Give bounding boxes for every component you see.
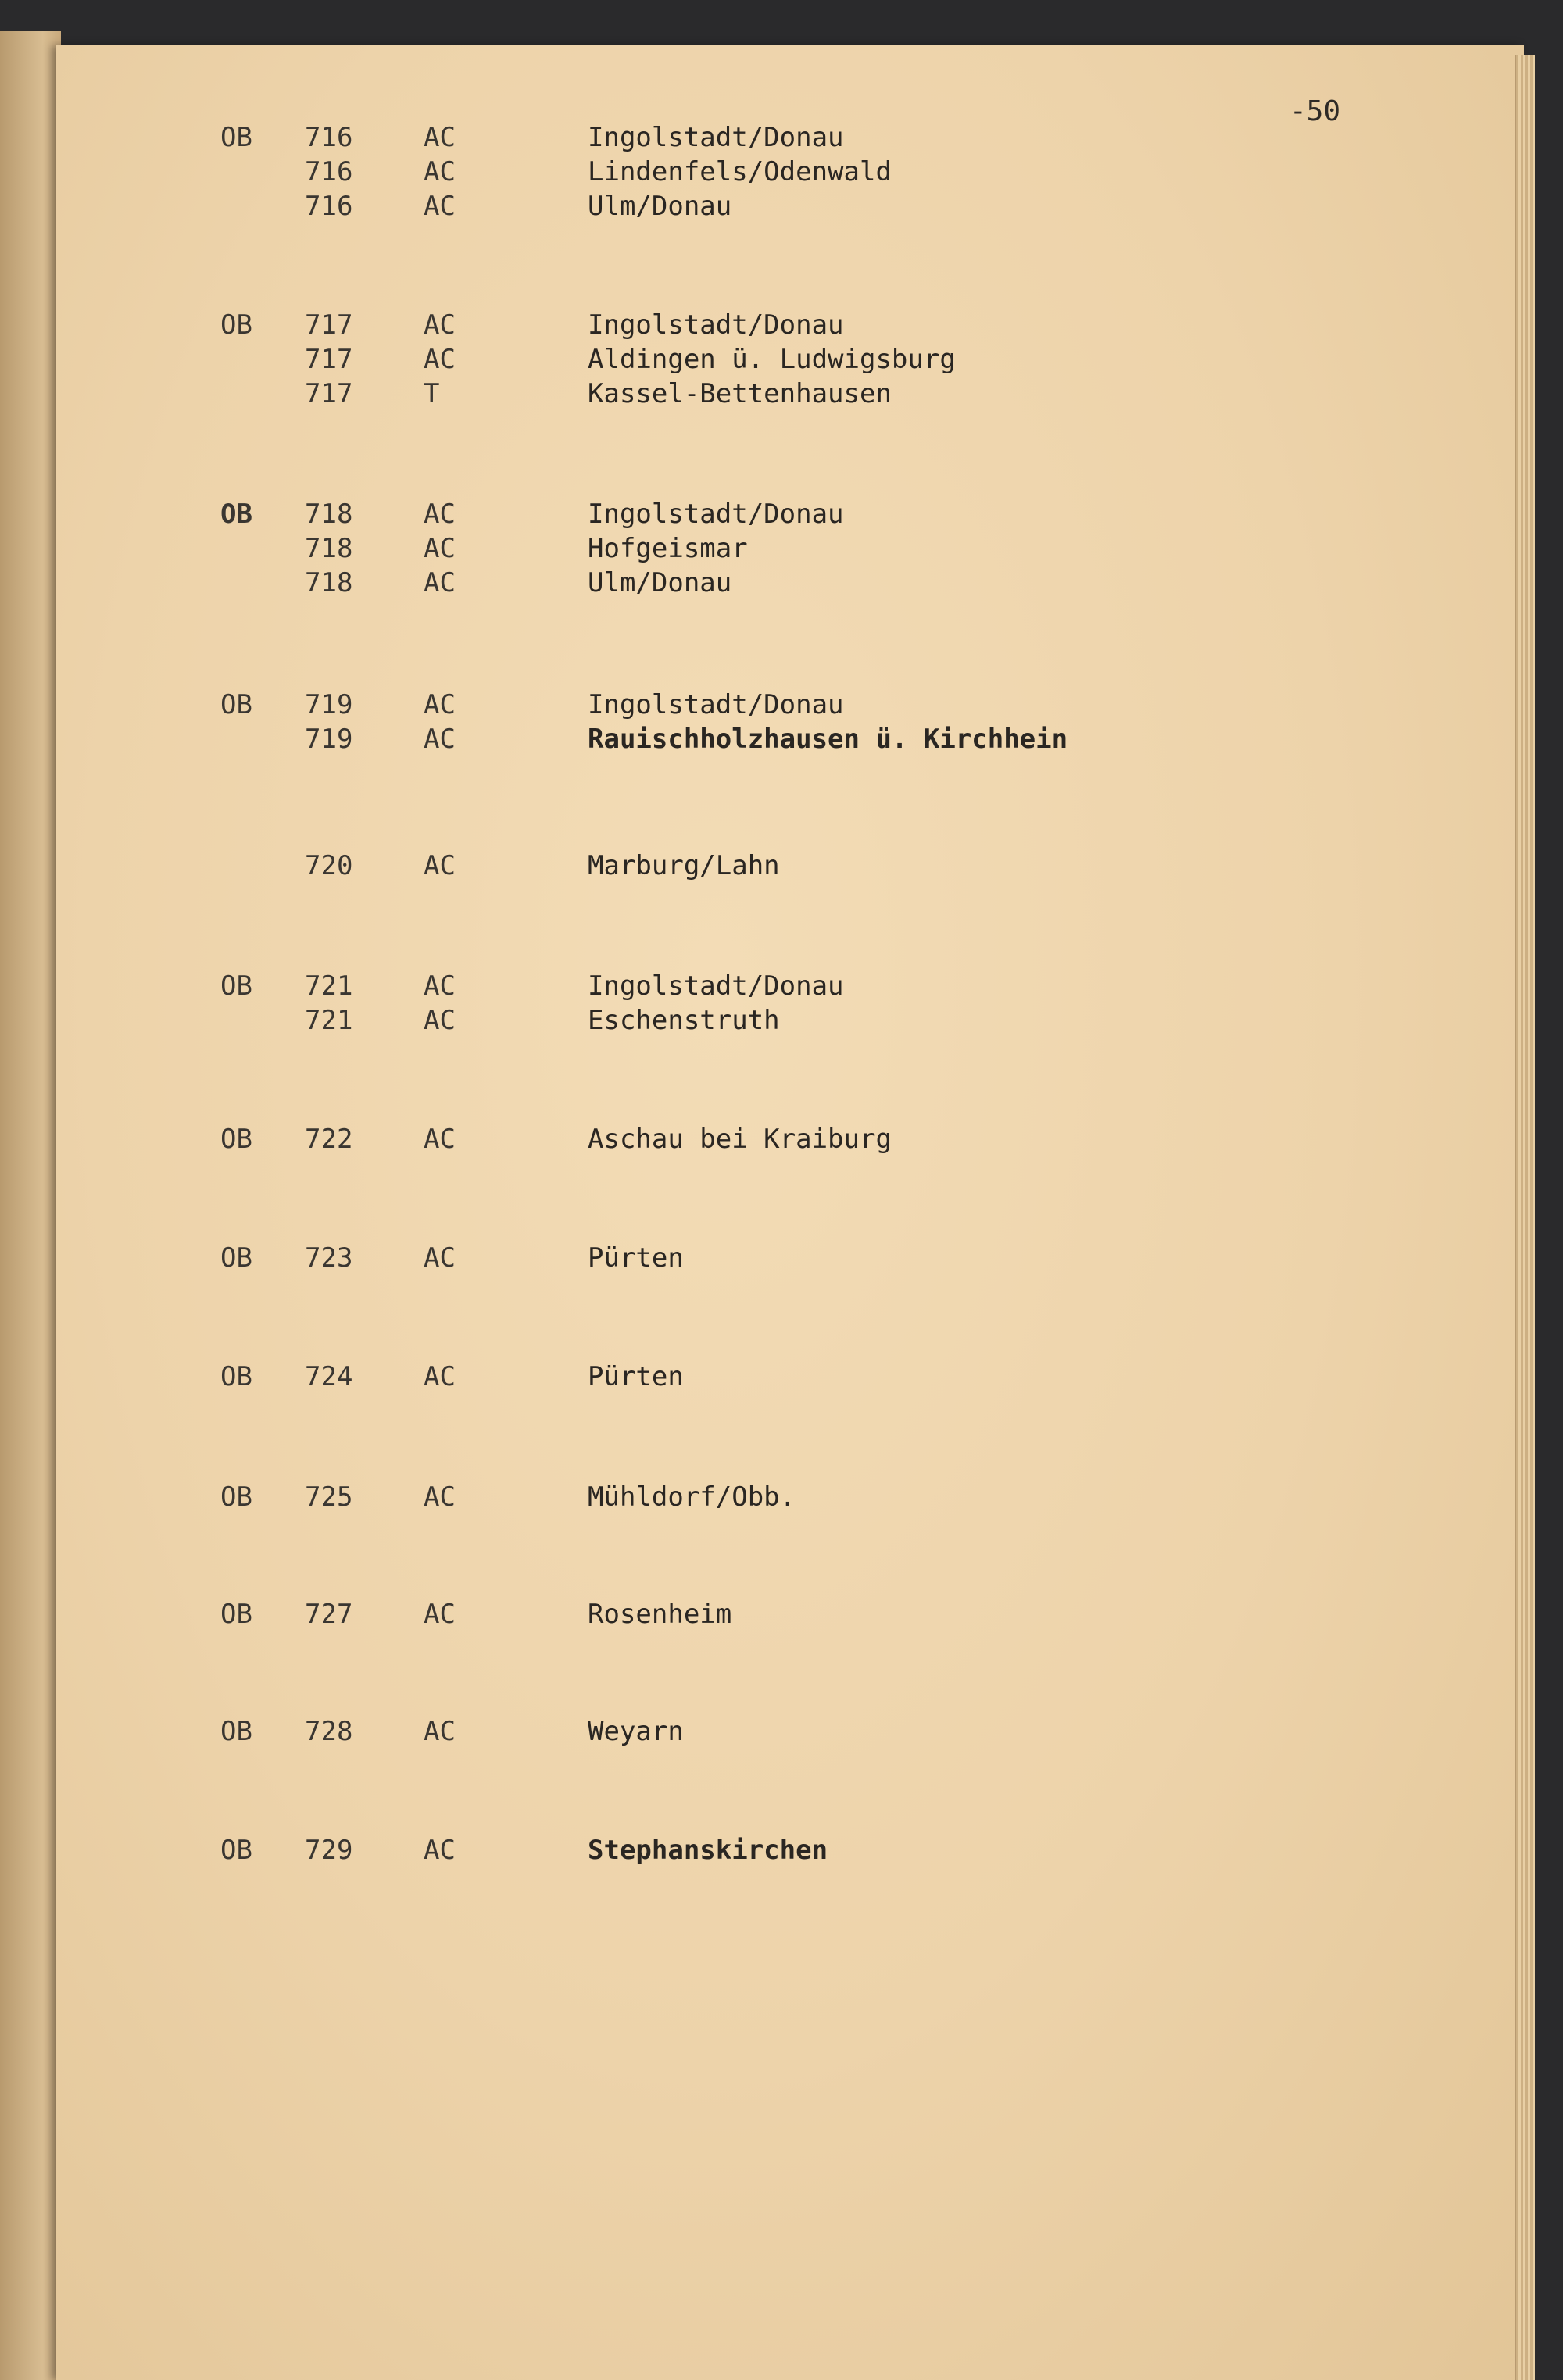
- entry-line: [56, 1003, 1524, 1038]
- unit-type: AC: [424, 344, 456, 375]
- unit-number: 718: [305, 533, 353, 564]
- location: Lindenfels/Odenwald: [588, 156, 892, 188]
- location: Ingolstadt/Donau: [588, 499, 844, 530]
- unit-number: 729: [305, 1835, 353, 1866]
- entry-728: [56, 1714, 1524, 1749]
- unit-code: OB: [220, 1599, 252, 1630]
- unit-type: AC: [424, 1716, 456, 1747]
- entry-line: [56, 969, 1524, 1003]
- unit-number: 716: [305, 156, 353, 188]
- location: Marburg/Lahn: [588, 850, 780, 881]
- unit-number: 727: [305, 1599, 353, 1630]
- entry-line: [56, 308, 1524, 342]
- location: Ulm/Donau: [588, 191, 732, 222]
- unit-type: AC: [424, 309, 456, 341]
- unit-type: AC: [424, 689, 456, 720]
- entry-line: [56, 155, 1524, 189]
- document-page: [56, 45, 1524, 2380]
- unit-type: AC: [424, 724, 456, 755]
- unit-code: OB: [220, 1716, 252, 1747]
- location: Rauischholzhausen ü. Kirchhein: [588, 724, 1068, 755]
- entry-722: [56, 1122, 1524, 1156]
- unit-code: OB: [220, 1361, 252, 1392]
- location: Ulm/Donau: [588, 567, 732, 599]
- entry-723: [56, 1241, 1524, 1275]
- unit-code: OB: [220, 970, 252, 1002]
- location: Ingolstadt/Donau: [588, 122, 844, 153]
- unit-number: 717: [305, 344, 353, 375]
- unit-type: AC: [424, 850, 456, 881]
- entry-line: [56, 1833, 1524, 1867]
- entry-727: [56, 1597, 1524, 1631]
- unit-code: OB: [220, 499, 252, 530]
- entry-725: [56, 1480, 1524, 1514]
- page-stack-edge: [1515, 55, 1535, 2380]
- location: Hofgeismar: [588, 533, 748, 564]
- unit-code: OB: [220, 122, 252, 153]
- entry-line: [56, 189, 1524, 223]
- entry-line: [56, 1360, 1524, 1394]
- location: Ingolstadt/Donau: [588, 309, 844, 341]
- unit-number: 721: [305, 970, 353, 1002]
- unit-type: AC: [424, 533, 456, 564]
- location: Ingolstadt/Donau: [588, 689, 844, 720]
- unit-number: 722: [305, 1124, 353, 1155]
- unit-number: 719: [305, 724, 353, 755]
- unit-type: AC: [424, 1481, 456, 1513]
- entry-line: [56, 497, 1524, 531]
- unit-type: AC: [424, 191, 456, 222]
- entry-line: [56, 342, 1524, 377]
- unit-number: 718: [305, 567, 353, 599]
- unit-type: AC: [424, 567, 456, 599]
- unit-type: AC: [424, 499, 456, 530]
- unit-number: 717: [305, 309, 353, 341]
- unit-number: 717: [305, 378, 353, 409]
- entry-line: [56, 377, 1524, 411]
- unit-number: 716: [305, 122, 353, 153]
- unit-code: OB: [220, 1835, 252, 1866]
- unit-number: 716: [305, 191, 353, 222]
- unit-type: AC: [424, 156, 456, 188]
- entry-719: [56, 688, 1524, 756]
- location: Ingolstadt/Donau: [588, 970, 844, 1002]
- location: Stephanskirchen: [588, 1835, 828, 1866]
- entry-line: [56, 1480, 1524, 1514]
- unit-number: 719: [305, 689, 353, 720]
- location: Mühldorf/Obb.: [588, 1481, 796, 1513]
- unit-type: T: [424, 378, 440, 409]
- entry-717: [56, 308, 1524, 411]
- entry-line: [56, 1714, 1524, 1749]
- entry-718: [56, 497, 1524, 600]
- unit-type: AC: [424, 1361, 456, 1392]
- location: Kassel-Bettenhausen: [588, 378, 892, 409]
- entry-line: [56, 566, 1524, 600]
- unit-type: AC: [424, 122, 456, 153]
- location: Aldingen ü. Ludwigsburg: [588, 344, 956, 375]
- entry-line: [56, 1241, 1524, 1275]
- page-number: -50: [1289, 95, 1341, 127]
- location: Weyarn: [588, 1716, 684, 1747]
- unit-type: AC: [424, 1599, 456, 1630]
- unit-code: OB: [220, 1242, 252, 1274]
- location: Rosenheim: [588, 1599, 732, 1630]
- entry-line: [56, 531, 1524, 566]
- entry-line: [56, 849, 1524, 883]
- unit-type: AC: [424, 1835, 456, 1866]
- unit-number: 724: [305, 1361, 353, 1392]
- unit-number: 720: [305, 850, 353, 881]
- unit-type: AC: [424, 1124, 456, 1155]
- entry-716: [56, 120, 1524, 223]
- unit-code: OB: [220, 1481, 252, 1513]
- entry-721: [56, 969, 1524, 1038]
- unit-number: 721: [305, 1005, 353, 1036]
- unit-type: AC: [424, 1242, 456, 1274]
- unit-code: OB: [220, 309, 252, 341]
- unit-type: AC: [424, 970, 456, 1002]
- unit-number: 723: [305, 1242, 353, 1274]
- entry-line: [56, 1597, 1524, 1631]
- unit-number: 725: [305, 1481, 353, 1513]
- entry-724: [56, 1360, 1524, 1394]
- entry-line: [56, 1122, 1524, 1156]
- entry-line: [56, 120, 1524, 155]
- location: Aschau bei Kraiburg: [588, 1124, 892, 1155]
- entry-line: [56, 688, 1524, 722]
- entry-729: [56, 1833, 1524, 1867]
- location: Eschenstruth: [588, 1005, 780, 1036]
- location: Pürten: [588, 1361, 684, 1392]
- entry-line: [56, 722, 1524, 756]
- unit-code: OB: [220, 1124, 252, 1155]
- unit-type: AC: [424, 1005, 456, 1036]
- facing-page-edge: [0, 31, 61, 2380]
- unit-number: 718: [305, 499, 353, 530]
- unit-code: OB: [220, 689, 252, 720]
- location: Pürten: [588, 1242, 684, 1274]
- unit-number: 728: [305, 1716, 353, 1747]
- entry-720: [56, 849, 1524, 883]
